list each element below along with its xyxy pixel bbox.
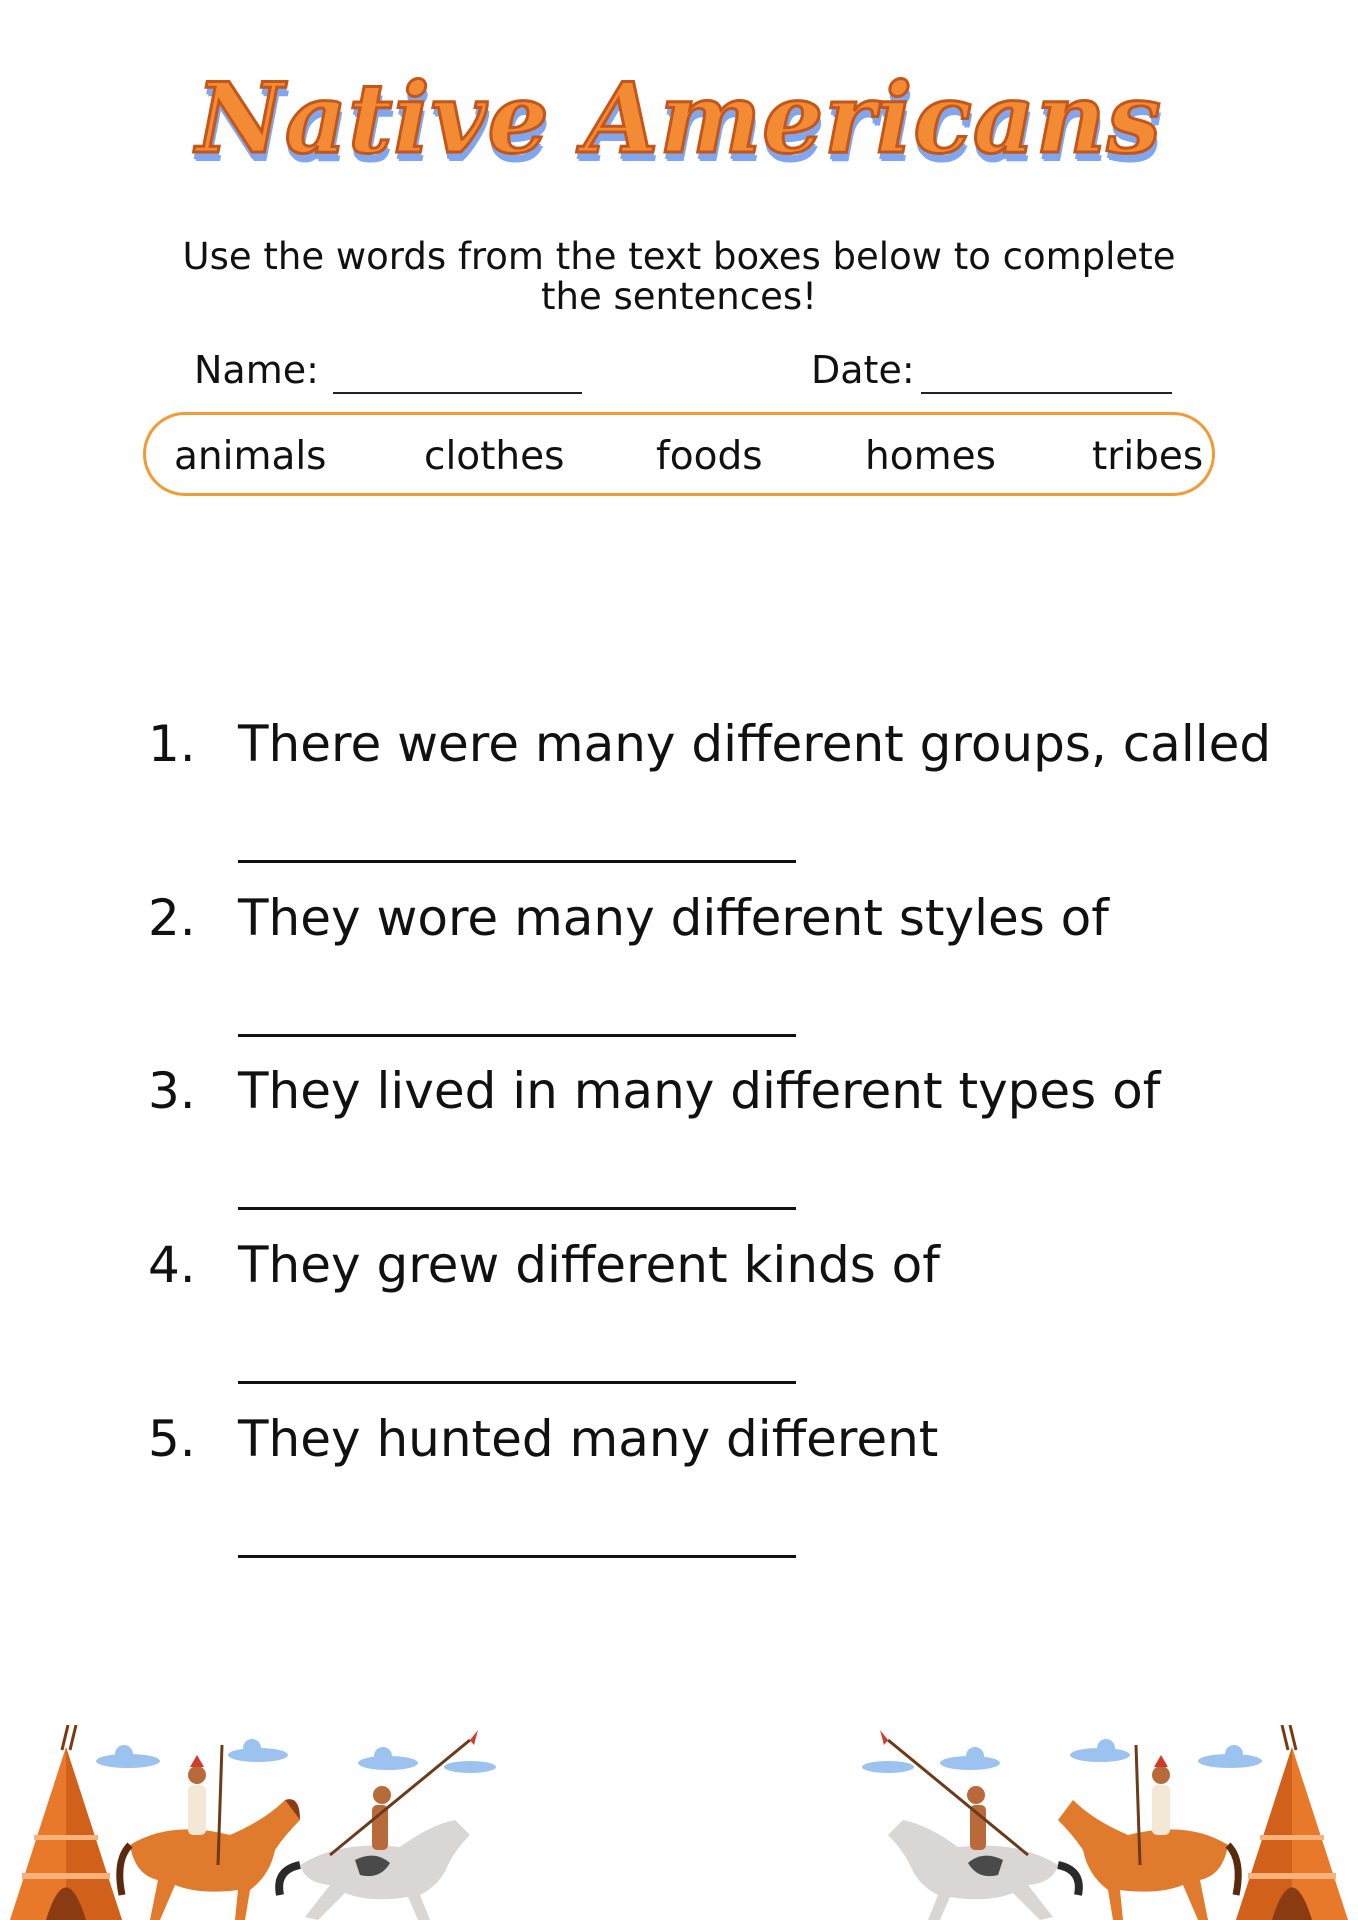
question-text: They lived in many different types of bbox=[238, 1062, 1161, 1120]
question-text: They hunted many different bbox=[238, 1410, 939, 1468]
word-bank-word: homes bbox=[865, 434, 996, 479]
question-number: 4. bbox=[148, 1236, 196, 1294]
tipi-icon bbox=[1236, 1725, 1348, 1920]
bottom-left-scene bbox=[0, 1725, 520, 1920]
date-label: Date: bbox=[811, 348, 915, 392]
question-text: They wore many different styles of bbox=[238, 889, 1109, 947]
answer-blank[interactable] bbox=[238, 1207, 796, 1210]
name-blank[interactable] bbox=[333, 392, 582, 394]
answer-blank[interactable] bbox=[238, 1555, 796, 1558]
question-text: There were many different groups, called bbox=[238, 715, 1272, 773]
question-text: They grew different kinds of bbox=[238, 1236, 940, 1294]
answer-blank[interactable] bbox=[238, 1034, 796, 1037]
date-blank[interactable] bbox=[921, 392, 1172, 394]
name-label: Name: bbox=[194, 348, 319, 392]
word-bank-word: foods bbox=[656, 434, 763, 479]
question-number: 2. bbox=[148, 889, 196, 947]
word-bank-word: tribes bbox=[1092, 434, 1204, 479]
worksheet-title: Native Americans bbox=[196, 62, 1162, 175]
answer-blank[interactable] bbox=[238, 860, 796, 863]
bottom-right-scene bbox=[838, 1725, 1358, 1920]
word-bank-word: animals bbox=[174, 434, 327, 479]
question-number: 5. bbox=[148, 1410, 196, 1468]
question-number: 1. bbox=[148, 715, 196, 773]
tipi-icon bbox=[10, 1725, 122, 1920]
horse-rider-icon bbox=[120, 1745, 300, 1920]
question-number: 3. bbox=[148, 1062, 196, 1120]
horse-rider-icon bbox=[1058, 1745, 1238, 1920]
instructions-text: Use the words from the text boxes below to complete the sentences! bbox=[182, 235, 1176, 318]
answer-blank[interactable] bbox=[238, 1381, 796, 1384]
word-bank-word: clothes bbox=[424, 434, 565, 479]
